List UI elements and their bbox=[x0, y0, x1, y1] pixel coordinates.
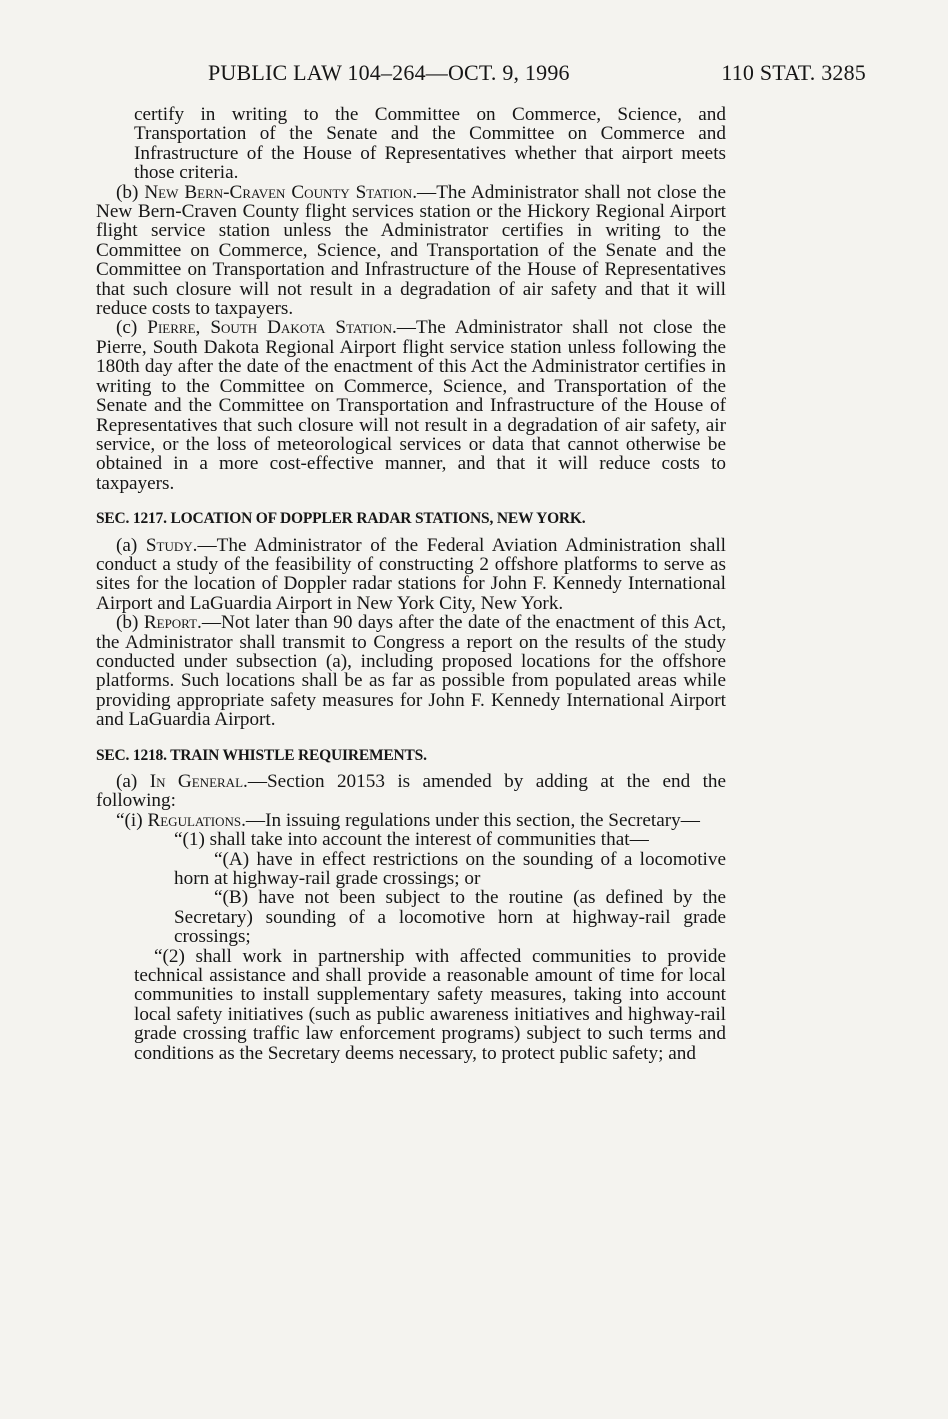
subsection-heading: Study bbox=[145, 534, 193, 556]
subsection-label: (b) bbox=[116, 181, 145, 203]
subsection-text: .—The Administrator of the Federal Aviation Administration shall conduct a study of the feasibility of constructing 2 offshore platforms to serve as sites for the location of Doppler radar stations for John F. Kennedy International Airport and LaGuardia Airport in New York City, New York. bbox=[96, 534, 727, 614]
subsection-label: “(i) bbox=[116, 809, 148, 831]
subsection-b-new-bern bbox=[96, 183, 726, 319]
subsection-label: (a) bbox=[116, 534, 146, 556]
subsection-label: (a) bbox=[116, 771, 150, 792]
subsection-a-in-general bbox=[96, 772, 726, 811]
paragraph-continuation: certify in writing to the Committee on Commerce, Science, and Transportation of the Senate and the Committee on Commerce and Infrastructure of the House of Representatives whether that airport meets those criteria. bbox=[134, 104, 726, 184]
page-header bbox=[208, 60, 866, 90]
subsection-heading: Regulations bbox=[147, 809, 242, 831]
subsection-heading: Report bbox=[143, 612, 198, 634]
subsection-c-pierre bbox=[96, 318, 726, 493]
paragraph-1: “(1) shall take into account the interest of communities that— bbox=[174, 829, 649, 851]
header-stat-page: 110 STAT. 3285 bbox=[721, 60, 866, 85]
section-1217-heading: SEC. 1217. LOCATION OF DOPPLER RADAR STATIONS, NEW YORK. bbox=[96, 510, 586, 528]
subsection-i-regulations bbox=[96, 811, 726, 830]
subsection-text: .—Section 20153 is amended by adding at the end the following: bbox=[96, 771, 727, 812]
subsection-text: .—Not later than 90 days after the date of the enactment of this Act, the Administrator shall transmit to Congress a report on the results of the study conducted under subsection (a), including proposed locations for the offshore platforms. Such locations shall be as far as possible from populated areas while providing appropriate safety measures for John F. Kennedy International Airport and LaGuardia Airport. bbox=[96, 612, 727, 731]
subsection-label: (c) bbox=[116, 317, 148, 339]
section-1218-heading: SEC. 1218. TRAIN WHISTLE REQUIREMENTS. bbox=[96, 746, 427, 764]
subsection-heading: New Bern-Craven County Station bbox=[144, 181, 413, 203]
subsection-heading: Pierre, South Dakota Station bbox=[147, 317, 392, 339]
subsection-b-report bbox=[96, 613, 726, 729]
paragraph-2: “(2) shall work in partnership with affected communities to provide technical assistance and shall provide a reasonable amount of time for local communities to install supplementary safety measures, taking into account local safety initiatives (such as public awareness initiatives and highway-rail grade crossing traffic law enforcement programs) subject to such terms and conditions as the Secretary deems necessary, to protect public safety; and bbox=[134, 945, 726, 1064]
subsection-heading: In General bbox=[149, 771, 244, 792]
subsection-text: .—The Administrator shall not close the New Bern-Craven County flight services station or the Hickory Regional Airport flight service station unless the Administrator certifies in writing to the Committee on Commerce, Science, and Transportation of the Senate and the Committee on Transportation and Infrastructure of the House of Representatives that such closure will not result in a degradation of air safety and that it will reduce costs to taxpayers. bbox=[96, 181, 726, 320]
subparagraph-B: “(B) have not been subject to the routine (as defined by the Secretary) sounding of a locomotive horn at highway-rail grade crossings; bbox=[174, 887, 726, 948]
subsection-text: .—The Administrator shall not close the Pierre, South Dakota Regional Airport flight service station unless following the 180th day after the date of the enactment of this Act the Administrator certifies in writing to the Committee on Commerce, Science, and Transportation of the Senate and the Committee on Transportation and Infrastructure of the House of Representatives that such closure will not result in a degradation of air safety, air service, or the loss of meteorological services or data that cannot otherwise be obtained in a more cost-effective manner, and that it will reduce costs to taxpayers. bbox=[96, 317, 726, 494]
subsection-text: .—In issuing regulations under this section, the Secretary— bbox=[241, 809, 700, 831]
header-law-citation: PUBLIC LAW 104–264—OCT. 9, 1996 bbox=[208, 60, 570, 85]
subparagraph-A: “(A) have in effect restrictions on the sounding of a locomotive horn at highway-rail grade crossings; or bbox=[174, 848, 726, 890]
document-body bbox=[96, 105, 726, 1063]
subsection-a-study bbox=[96, 536, 726, 614]
subsection-label: (b) bbox=[116, 612, 144, 634]
